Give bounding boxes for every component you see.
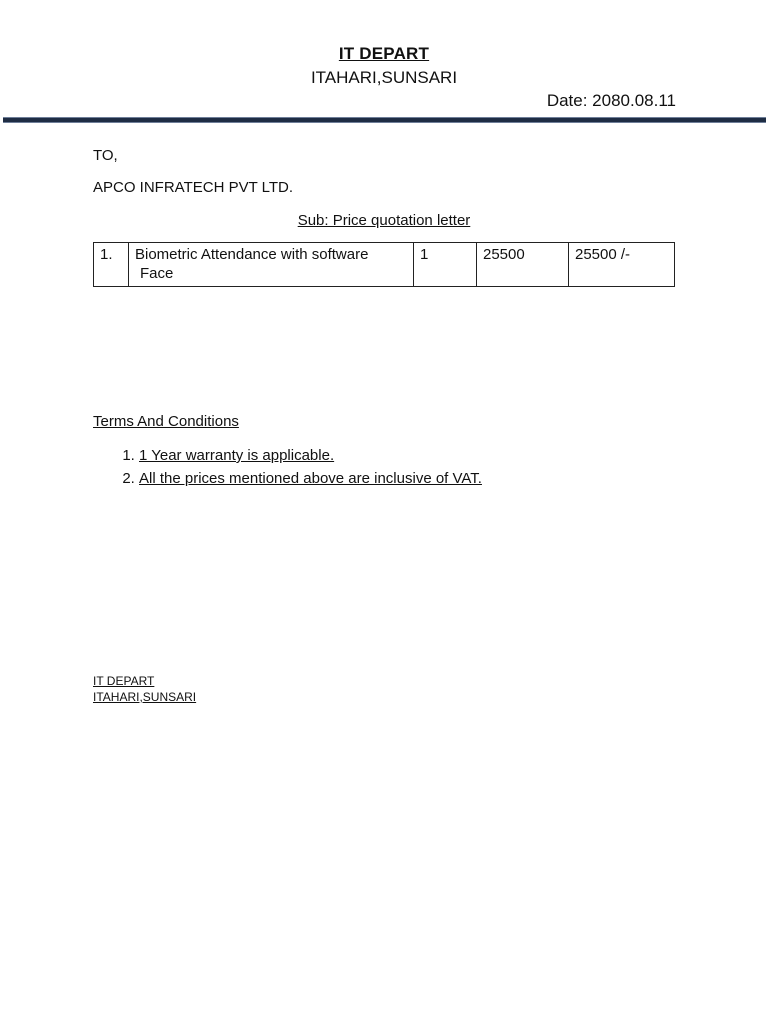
table-row	[94, 243, 675, 287]
org-name: IT DEPART	[338, 44, 430, 63]
recipient-name: APCO INFRATECH PVT LTD.	[93, 179, 294, 196]
letter-date: Date: 2080.08.11	[546, 91, 676, 110]
quotation-table	[93, 242, 675, 287]
list-item	[139, 467, 482, 490]
cell-description	[129, 243, 414, 287]
signature-name: IT DEPART	[93, 674, 155, 688]
signature-address: ITAHARI,SUNSARI	[93, 690, 197, 704]
terms-list	[93, 444, 482, 490]
salutation-to: TO,	[93, 147, 118, 164]
cell-quantity: 1	[414, 243, 477, 287]
letter-subject: Sub: Price quotation letter	[297, 212, 471, 229]
item-description: Biometric Attendance with software	[135, 246, 369, 263]
terms-heading: Terms And Conditions	[93, 413, 239, 430]
cell-rate: 25500	[477, 243, 569, 287]
term-text: 1 Year warranty is applicable.	[139, 447, 335, 464]
term-text: All the prices mentioned above are inclusive of VAT.	[139, 470, 482, 487]
header-divider	[3, 117, 766, 123]
org-address: ITAHARI,SUNSARI	[310, 68, 458, 87]
item-description-sub: Face	[140, 265, 174, 282]
cell-amount: 25500 /-	[569, 243, 675, 287]
list-item	[139, 444, 482, 467]
cell-serial-number: 1.	[94, 243, 129, 287]
